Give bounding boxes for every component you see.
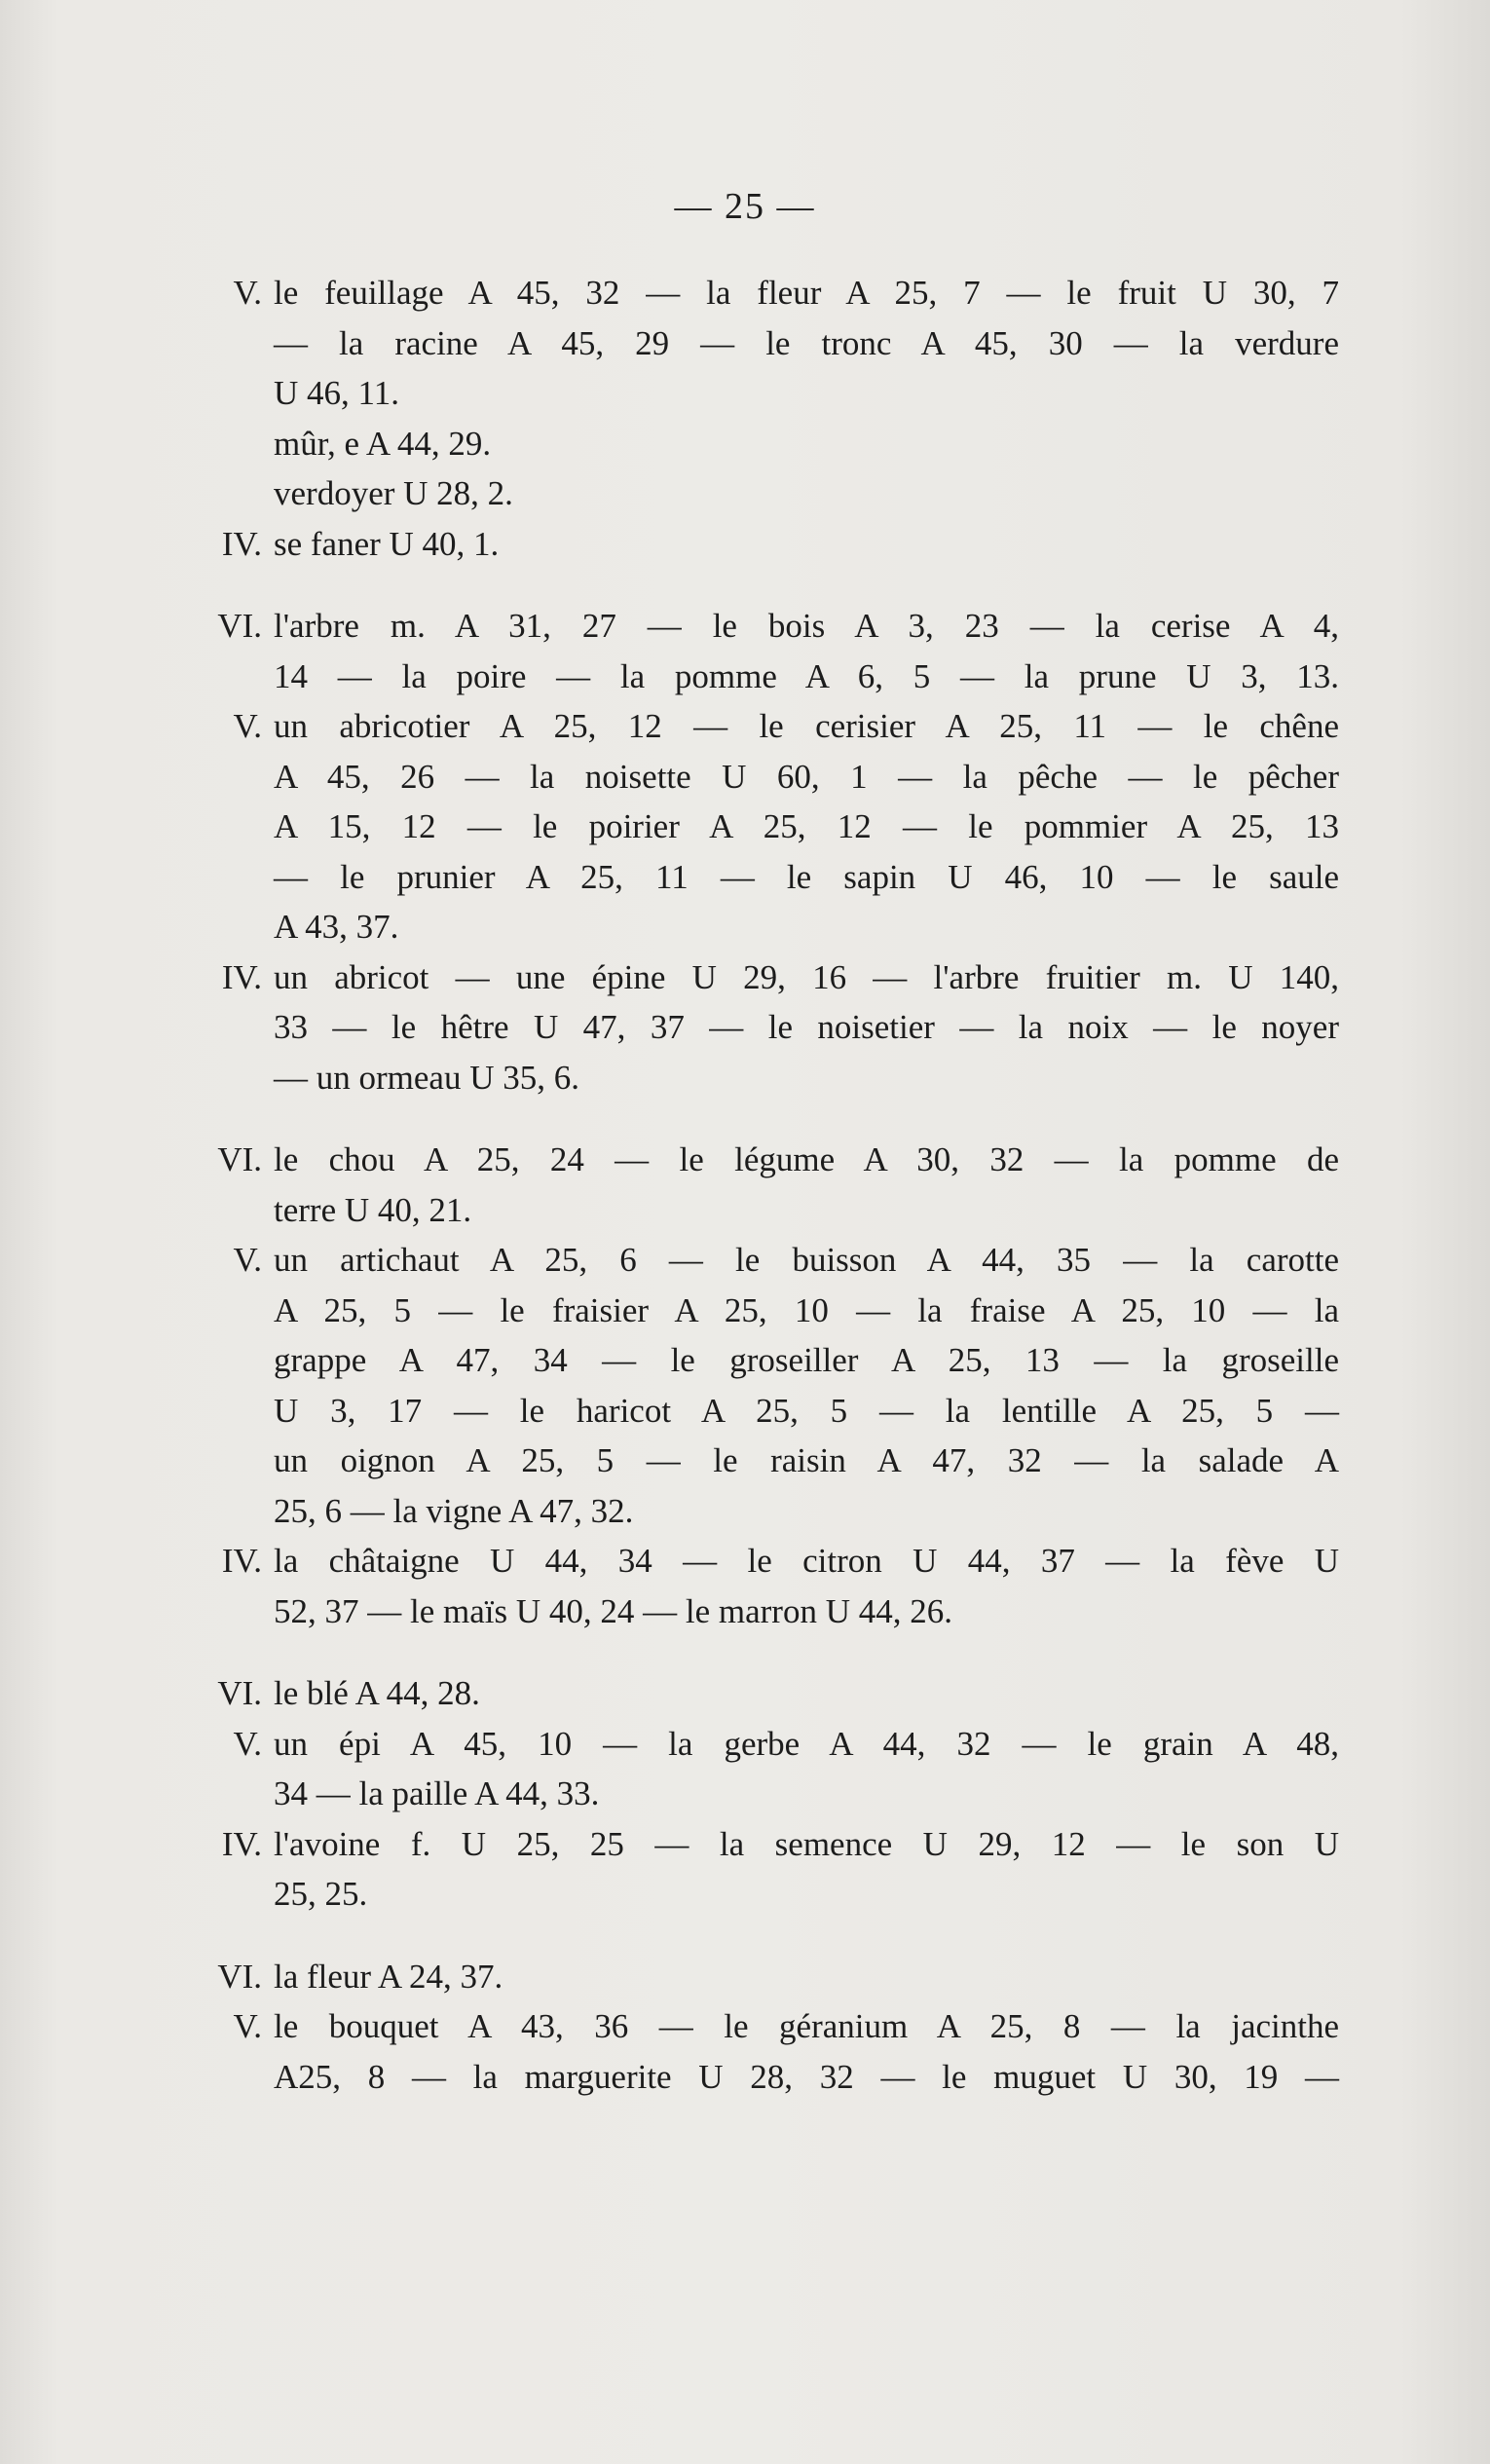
entry-text	[274, 1819, 1339, 1920]
entry-text	[274, 952, 1339, 1103]
entry-line: un oignon A 25, 5 — le raisin A 47, 32 — la salade A	[274, 1441, 1339, 1479]
vocabulary-entry	[200, 1135, 1339, 1235]
entry-line: A25, 8 — la marguerite U 28, 32 — le muguet U 30, 19 —	[274, 2057, 1339, 2096]
vocabulary-entry	[200, 601, 1339, 701]
level-label: IV.	[221, 1824, 262, 1863]
entry-line: 25, 25.	[274, 1875, 368, 1913]
vocabulary-entry	[200, 268, 1339, 519]
entry-line: un abricotier A 25, 12 — le cerisier A 25, 11 — le chêne	[274, 707, 1339, 745]
entry-line: le feuillage A 45, 32 — la fleur A 25, 7 — le fruit U 30, 7	[274, 274, 1339, 312]
vocabulary-entry	[200, 1719, 1339, 1819]
entry-text	[274, 1235, 1339, 1536]
vocabulary-entry	[200, 2001, 1339, 2102]
entry-line: 25, 6 — la vigne A 47, 32.	[274, 1491, 634, 1530]
entry-line: — le prunier A 25, 11 — le sapin U 46, 10 — le saule	[274, 857, 1339, 896]
entry-text	[274, 601, 1339, 701]
vocabulary-entry	[200, 1952, 1339, 2002]
level-label: IV.	[221, 1542, 262, 1580]
page-number: — 25 —	[674, 186, 816, 227]
level-label: V.	[233, 2007, 262, 2045]
entry-line: 34 — la paille A 44, 33.	[274, 1774, 600, 1812]
entry-line: 33 — le hêtre U 47, 37 — le noisetier — la noix — le noyer	[274, 1008, 1339, 1046]
entry-line: l'avoine f. U 25, 25 — la semence U 29, 12 — le son U	[274, 1824, 1339, 1863]
entry-line: grappe A 47, 34 — le groseiller A 25, 13 — la groseille	[274, 1341, 1339, 1379]
level-label: VI.	[217, 1140, 262, 1178]
entry-line: la châtaigne U 44, 34 — le citron U 44, 37 — la fève U	[274, 1542, 1339, 1580]
level-label: IV.	[221, 524, 262, 563]
vocabulary-entry	[200, 1536, 1339, 1636]
entry-text	[274, 1536, 1339, 1636]
vocabulary-entry	[200, 952, 1339, 1103]
level-label: IV.	[221, 957, 262, 996]
entry-line: — un ormeau U 35, 6.	[274, 1058, 579, 1097]
entry-line: le chou A 25, 24 — le légume A 30, 32 — la pomme de	[274, 1140, 1339, 1178]
entry-text	[274, 268, 1339, 519]
entry-line: A 15, 12 — le poirier A 25, 12 — le pommier A 25, 13	[274, 807, 1339, 845]
entry-text	[274, 1719, 1339, 1819]
entry-text	[274, 519, 1339, 570]
entry-text	[274, 1135, 1339, 1235]
vocabulary-entry	[200, 1668, 1339, 1719]
entry-line: — la racine A 45, 29 — le tronc A 45, 30 — la verdure	[274, 323, 1339, 362]
vocabulary-entry	[200, 1235, 1339, 1536]
entry-line: mûr, e A 44, 29.	[274, 424, 492, 463]
vocabulary-entry	[200, 1819, 1339, 1920]
entry-line: verdoyer U 28, 2.	[274, 474, 513, 512]
vocabulary-entry	[200, 519, 1339, 570]
entry-line: l'arbre m. A 31, 27 — le bois A 3, 23 — la cerise A 4,	[274, 607, 1339, 645]
level-label: V.	[233, 1724, 262, 1763]
entry-line: A 43, 37.	[274, 908, 399, 946]
entry-line: un épi A 45, 10 — la gerbe A 44, 32 — le grain A 48,	[274, 1724, 1339, 1763]
entry-line: terre U 40, 21.	[274, 1190, 472, 1229]
level-label: V.	[233, 274, 262, 312]
entry-text	[274, 701, 1339, 952]
vocabulary-list	[200, 268, 1339, 2102]
entry-text	[274, 2001, 1339, 2102]
entry-text	[274, 1668, 1339, 1719]
entry-line: se faner U 40, 1.	[274, 524, 500, 563]
entry-line: la fleur A 24, 37.	[274, 1957, 503, 1996]
entry-line: le blé A 44, 28.	[274, 1674, 480, 1712]
level-label: VI.	[217, 1674, 262, 1712]
entry-line: A 25, 5 — le fraisier A 25, 10 — la fraise A 25, 10 — la	[274, 1290, 1339, 1329]
entry-line: le bouquet A 43, 36 — le géranium A 25, 8 — la jacinthe	[274, 2007, 1339, 2045]
entry-text	[274, 1952, 1339, 2002]
entry-line: A 45, 26 — la noisette U 60, 1 — la pêche — le pêcher	[274, 757, 1339, 796]
level-label: V.	[233, 1241, 262, 1279]
entry-line: un artichaut A 25, 6 — le buisson A 44, 35 — la carotte	[274, 1241, 1339, 1279]
level-label: VI.	[217, 607, 262, 645]
vocabulary-entry	[200, 701, 1339, 952]
entry-line: U 3, 17 — le haricot A 25, 5 — la lentille A 25, 5 —	[274, 1391, 1339, 1430]
entry-line: un abricot — une épine U 29, 16 — l'arbre fruitier m. U 140,	[274, 957, 1339, 996]
level-label: VI.	[217, 1957, 262, 1996]
entry-line: U 46, 11.	[274, 374, 399, 412]
entry-line: 52, 37 — le maïs U 40, 24 — le marron U 44, 26.	[274, 1591, 952, 1630]
level-label: V.	[233, 707, 262, 745]
entry-line: 14 — la poire — la pomme A 6, 5 — la prune U 3, 13.	[274, 656, 1339, 695]
